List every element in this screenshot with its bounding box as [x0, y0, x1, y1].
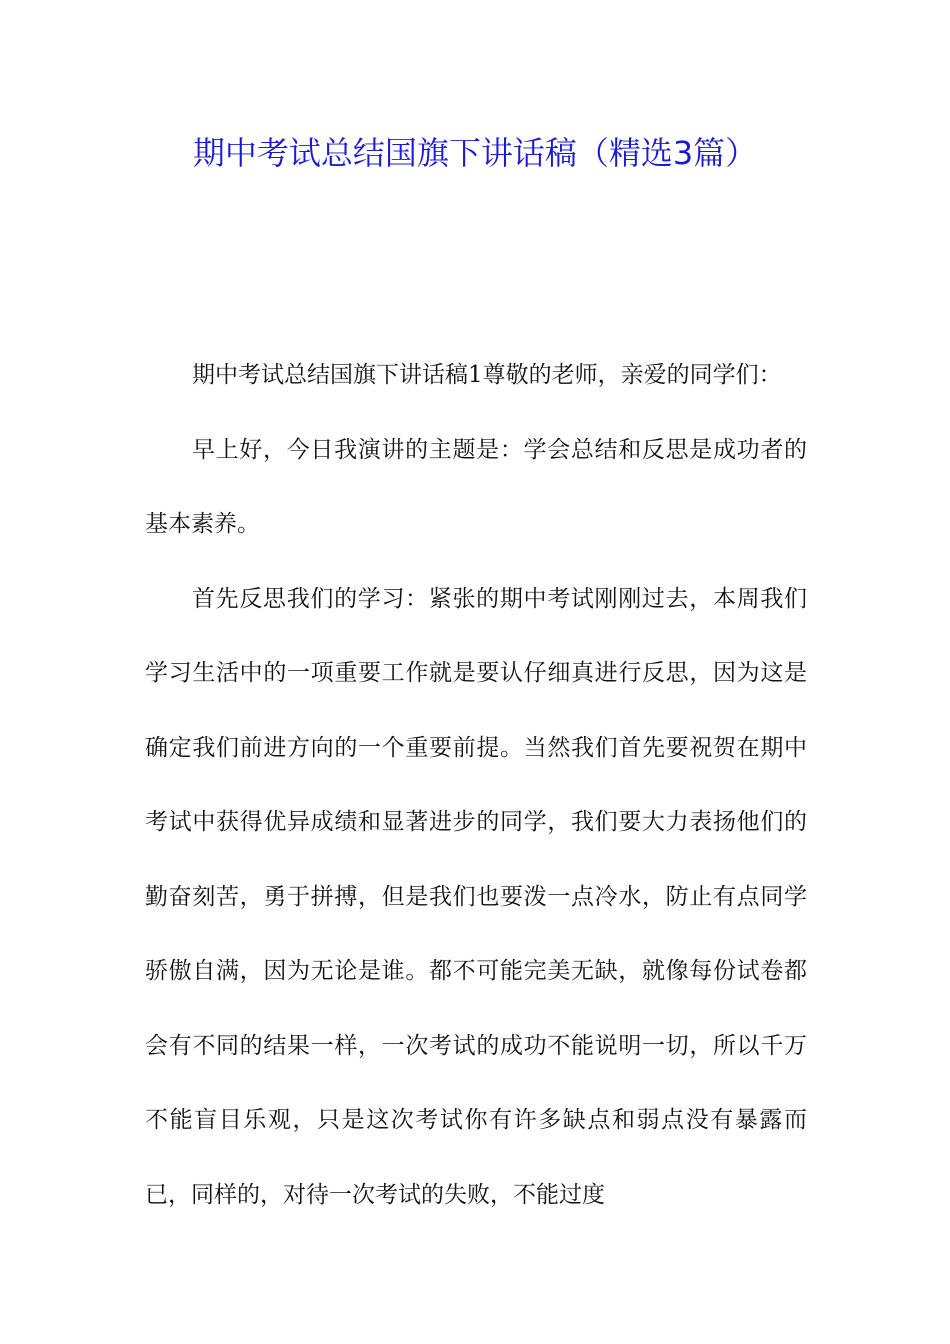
document-title: 期中考试总结国旗下讲话稿（精选3篇） [192, 134, 758, 172]
paragraph-opening: 早上好，今日我演讲的主题是：学会总结和反思是成功者的基本素养。 [145, 436, 807, 537]
paragraph-greeting: 期中考试总结国旗下讲话稿1尊敬的老师，亲爱的同学们： [192, 362, 782, 388]
paragraph-reflection: 首先反思我们的学习：紧张的期中考试刚刚过去，本周我们学习生活中的一项重要工作就是要认仔细真进行反思，因为这是确定我们前进方向的一个重要前提。当然我们首先要祝贺在期中考试中获得优异成绩和显著进步的同学，我们要大力表扬他们的勤奋刻苦，勇于拼搏，但是我们也要泼一点冷水，防止有点同学骄傲自满，因为无论是谁。都不可能完美无缺，就像每份试卷都会有不同的结果一样，一次考试的成功不能说明一切，所以千万不能盲目乐观，只是这次考试你有许多缺点和弱点没有暴露而已，同样的，对待一次考试的失败，不能过度 [145, 585, 807, 1208]
document-body [145, 338, 807, 1232]
